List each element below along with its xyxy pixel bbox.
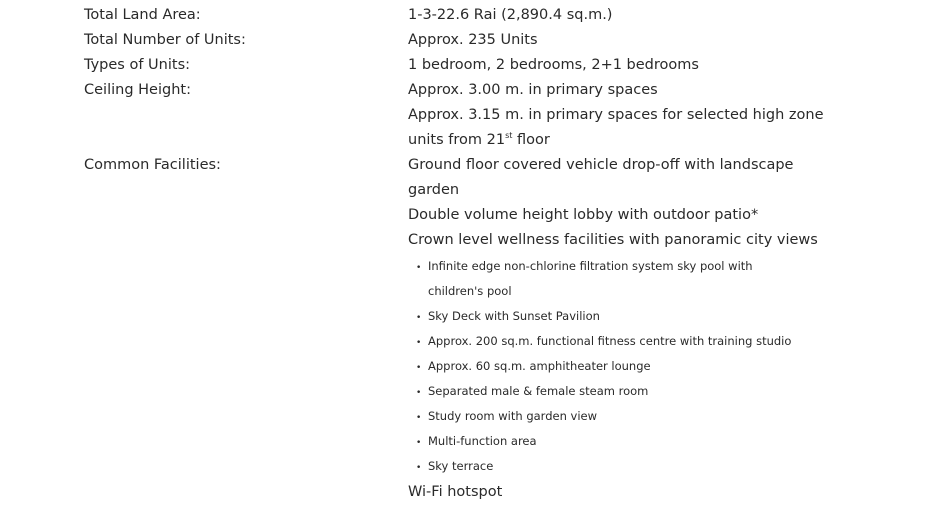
sub-facility-item bbox=[416, 304, 600, 331]
sub-facility-text: Approx. 200 sq.m. functional fitness centre with training studio bbox=[428, 334, 792, 348]
sub-facility-item bbox=[416, 354, 651, 381]
bullet-icon: • bbox=[416, 363, 422, 373]
sub-facility-item bbox=[416, 379, 648, 406]
spec-value: 1-3-22.6 Rai (2,890.4 sq.m.) bbox=[408, 7, 613, 23]
spec-value: Approx. 3.15 m. in primary spaces for selected high zone bbox=[408, 107, 824, 123]
sub-facility-text: Infinite edge non-chlorine filtration system sky pool with bbox=[428, 259, 753, 273]
sub-facility-text: Approx. 60 sq.m. amphitheater lounge bbox=[428, 359, 651, 373]
spec-label: Total Land Area: bbox=[84, 7, 201, 23]
sub-facility-text: children's pool bbox=[428, 284, 512, 298]
spec-label: Types of Units: bbox=[84, 57, 191, 73]
sub-facility-item bbox=[416, 329, 791, 356]
facility-item: Double volume height lobby with outdoor patio* bbox=[408, 207, 759, 223]
facility-item: garden bbox=[408, 182, 460, 198]
bullet-icon: • bbox=[416, 463, 422, 473]
spec-label: Ceiling Height: bbox=[84, 82, 191, 98]
spec-value: Approx. 3.00 m. in primary spaces bbox=[408, 82, 658, 98]
sub-facility-text: Sky Deck with Sunset Pavilion bbox=[428, 309, 600, 323]
facility-item: Ground floor covered vehicle drop-off with landscape bbox=[408, 157, 794, 173]
spec-value-text: floor bbox=[512, 132, 550, 148]
bullet-icon: • bbox=[416, 313, 422, 323]
spec-label: Total Number of Units: bbox=[84, 32, 246, 48]
bullet-icon: • bbox=[416, 263, 422, 273]
bullet-icon: • bbox=[416, 438, 422, 448]
bullet-icon: • bbox=[416, 413, 422, 423]
sub-facility-text: Sky terrace bbox=[428, 459, 494, 473]
bullet-icon: • bbox=[416, 338, 422, 348]
sub-facility-text: Separated male & female steam room bbox=[428, 384, 649, 398]
ordinal-suffix: st bbox=[505, 131, 513, 140]
sub-facility-item bbox=[416, 429, 537, 456]
sub-facility-item bbox=[416, 454, 493, 481]
spec-value: Approx. 235 Units bbox=[408, 32, 538, 48]
spec-value-text: units from 21 bbox=[408, 132, 506, 148]
spec-label: Common Facilities: bbox=[84, 157, 221, 173]
sub-facility-item bbox=[416, 404, 597, 431]
sub-facility-item bbox=[416, 254, 753, 281]
sub-facility-text: Multi-function area bbox=[428, 434, 537, 448]
spec-value bbox=[408, 128, 550, 153]
bullet-icon: • bbox=[416, 388, 422, 398]
facility-item: Wi-Fi hotspot bbox=[408, 484, 503, 500]
facility-item: Crown level wellness facilities with panoramic city views bbox=[408, 232, 818, 248]
sub-facility-text: Study room with garden view bbox=[428, 409, 597, 423]
spec-value: 1 bedroom, 2 bedrooms, 2+1 bedrooms bbox=[408, 57, 699, 73]
